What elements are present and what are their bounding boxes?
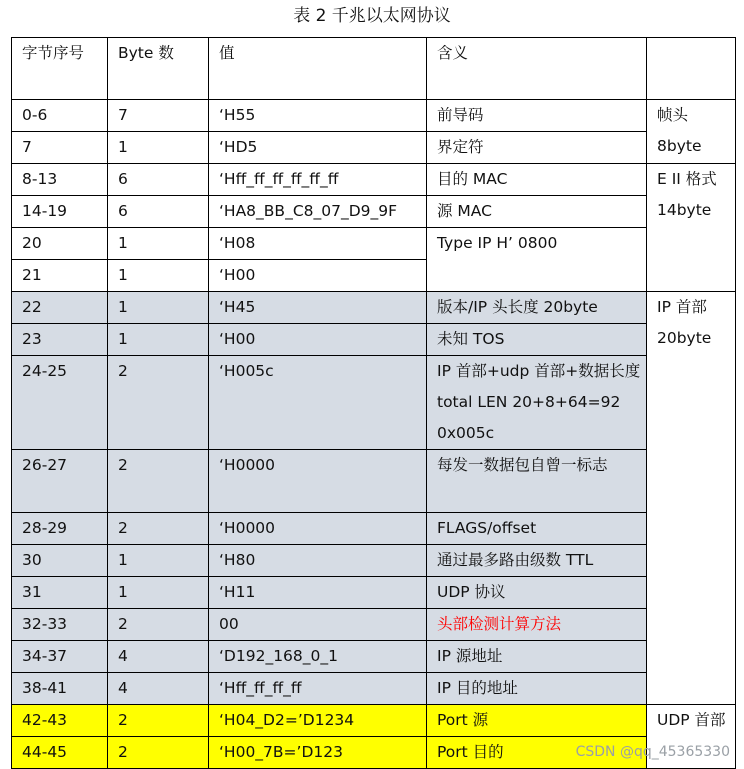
- cell-seq: 38-41: [12, 673, 108, 705]
- header-meaning: 含义: [427, 38, 647, 100]
- table-row: [12, 513, 736, 545]
- cell-bytes: 2: [108, 705, 209, 737]
- header-seq: 字节序号: [12, 38, 108, 100]
- cell-bytes: 2: [108, 450, 209, 513]
- cell-value: ‘H005c: [209, 356, 427, 450]
- cell-value: ‘Hff_ff_ff_ff_ff_ff: [209, 164, 427, 196]
- group-udp-header: UDP 首部: [647, 705, 736, 769]
- cell-meaning: 前导码: [427, 100, 647, 132]
- cell-bytes: 1: [108, 545, 209, 577]
- cell-bytes: 2: [108, 356, 209, 450]
- cell-value: 00: [209, 609, 427, 641]
- cell-value: ‘H55: [209, 100, 427, 132]
- cell-value: ‘D192_168_0_1: [209, 641, 427, 673]
- cell-bytes: 7: [108, 100, 209, 132]
- header-bytes: Byte 数: [108, 38, 209, 100]
- table-row: [12, 164, 736, 196]
- cell-meaning: UDP 协议: [427, 577, 647, 609]
- cell-value: ‘H0000: [209, 450, 427, 513]
- cell-value: ‘H08: [209, 228, 427, 260]
- cell-bytes: 4: [108, 673, 209, 705]
- cell-seq: 42-43: [12, 705, 108, 737]
- cell-bytes: 1: [108, 228, 209, 260]
- table-row: [12, 577, 736, 609]
- cell-meaning-highlight: 头部检测计算方法: [427, 609, 647, 641]
- cell-meaning: 每发一数据包自曾一标志: [427, 450, 647, 513]
- table-row: [12, 356, 736, 450]
- table-row: [12, 132, 736, 164]
- table-row: [12, 609, 736, 641]
- cell-bytes: 4: [108, 641, 209, 673]
- cell-value: ‘Hff_ff_ff_ff: [209, 673, 427, 705]
- cell-meaning: 目的 MAC: [427, 164, 647, 196]
- table-row: [12, 450, 736, 513]
- cell-seq: 44-45: [12, 737, 108, 769]
- header-value: 值: [209, 38, 427, 100]
- table-row: [12, 641, 736, 673]
- cell-value: ‘H00_7B=’D123: [209, 737, 427, 769]
- cell-seq: 7: [12, 132, 108, 164]
- cell-meaning: Port 源: [427, 705, 647, 737]
- cell-meaning: IP 目的地址: [427, 673, 647, 705]
- cell-meaning: 界定符: [427, 132, 647, 164]
- cell-bytes: 6: [108, 164, 209, 196]
- header-group: [647, 38, 736, 100]
- cell-bytes: 2: [108, 737, 209, 769]
- table-row: [12, 100, 736, 132]
- cell-seq: 14-19: [12, 196, 108, 228]
- table-row: [12, 673, 736, 705]
- cell-value: ‘H45: [209, 292, 427, 324]
- cell-seq: 21: [12, 260, 108, 292]
- cell-meaning: IP 首部+udp 首部+数据长度 total LEN 20+8+64=92 0x005c: [427, 356, 647, 450]
- cell-seq: 30: [12, 545, 108, 577]
- cell-seq: 8-13: [12, 164, 108, 196]
- cell-value: ‘H11: [209, 577, 427, 609]
- cell-bytes: 1: [108, 577, 209, 609]
- cell-seq: 23: [12, 324, 108, 356]
- cell-bytes: 1: [108, 324, 209, 356]
- cell-seq: 24-25: [12, 356, 108, 450]
- table-row: [12, 545, 736, 577]
- cell-value: ‘H80: [209, 545, 427, 577]
- cell-bytes: 2: [108, 609, 209, 641]
- cell-value: ‘HD5: [209, 132, 427, 164]
- cell-value: ‘HA8_BB_C8_07_D9_9F: [209, 196, 427, 228]
- table-row: [12, 196, 736, 228]
- cell-meaning: 通过最多路由级数 TTL: [427, 545, 647, 577]
- cell-seq: 26-27: [12, 450, 108, 513]
- cell-seq: 34-37: [12, 641, 108, 673]
- cell-bytes: 6: [108, 196, 209, 228]
- cell-meaning: Port 目的: [427, 737, 647, 769]
- cell-seq: 28-29: [12, 513, 108, 545]
- cell-meaning: 未知 TOS: [427, 324, 647, 356]
- cell-meaning: IP 源地址: [427, 641, 647, 673]
- cell-seq: 0-6: [12, 100, 108, 132]
- cell-value: ‘H04_D2=’D1234: [209, 705, 427, 737]
- cell-seq: 32-33: [12, 609, 108, 641]
- header-row: [12, 38, 736, 100]
- cell-seq: 31: [12, 577, 108, 609]
- group-frame-head: 帧头 8byte: [647, 100, 736, 164]
- cell-bytes: 1: [108, 292, 209, 324]
- cell-seq: 20: [12, 228, 108, 260]
- table-row: [12, 292, 736, 324]
- table-row: [12, 324, 736, 356]
- cell-meaning: 源 MAC: [427, 196, 647, 228]
- watermark: CSDN @qq_45365330: [575, 744, 730, 760]
- group-eii: E II 格式 14byte: [647, 164, 736, 292]
- cell-value: ‘H00: [209, 260, 427, 292]
- table-row: [12, 705, 736, 737]
- cell-bytes: 1: [108, 132, 209, 164]
- table-caption: 表 2 千兆以太网协议: [293, 6, 451, 26]
- ethernet-protocol-table: [11, 37, 736, 769]
- cell-meaning: FLAGS/offset: [427, 513, 647, 545]
- cell-bytes: 1: [108, 260, 209, 292]
- cell-value: ‘H0000: [209, 513, 427, 545]
- cell-value: ‘H00: [209, 324, 427, 356]
- cell-meaning: Type IP H’ 0800: [427, 228, 647, 292]
- cell-seq: 22: [12, 292, 108, 324]
- group-ip-header: IP 首部 20byte: [647, 292, 736, 705]
- cell-bytes: 2: [108, 513, 209, 545]
- cell-meaning: 版本/IP 头长度 20byte: [427, 292, 647, 324]
- table-row: [12, 228, 736, 260]
